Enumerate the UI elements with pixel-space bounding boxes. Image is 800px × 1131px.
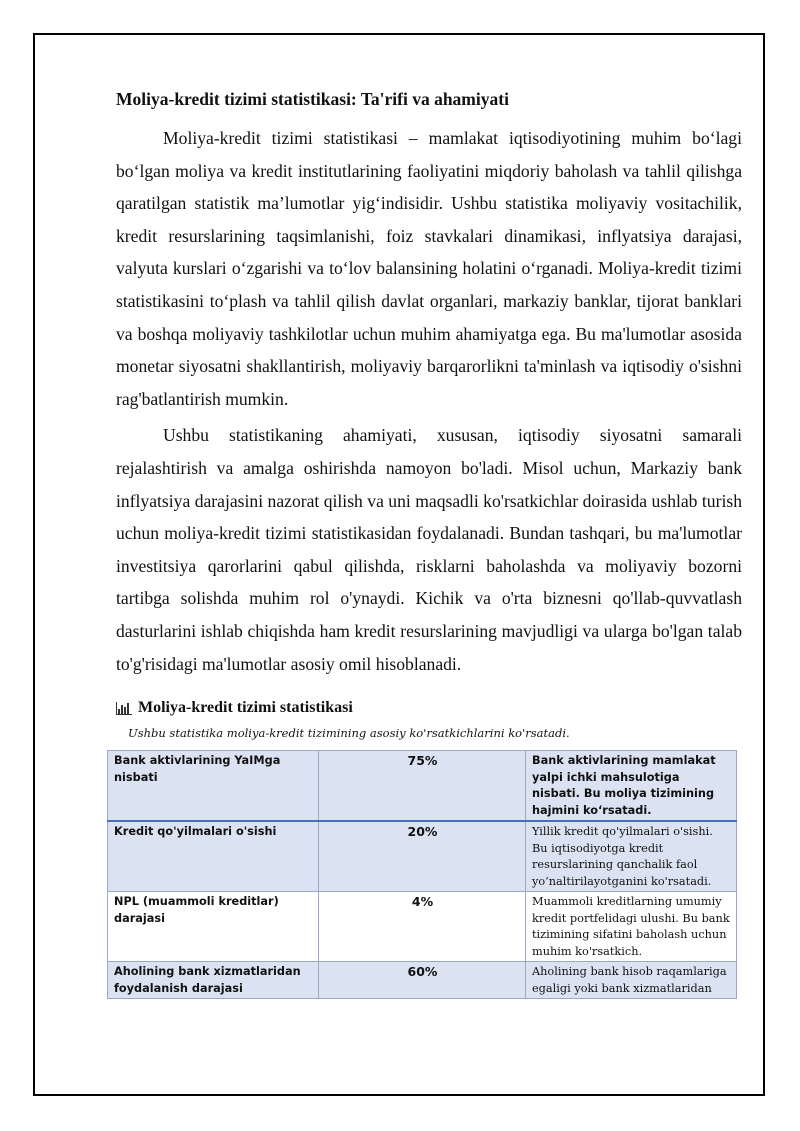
row-indicator-value: 20% [319,821,526,892]
row-indicator-name: Kredit qo'yilmalari o'sishi [108,821,319,892]
row-indicator-description: Yillik kredit qo'yilmalari o'sishi. Bu iqtisodiyotga kredit resurslarining qanchalik faol yoʻnaltirilayotganini ko'rsatadi. [526,821,737,892]
table-row [108,962,737,999]
row-indicator-name: Bank aktivlarining YaIMga nisbati [108,751,319,822]
row-indicator-description: Aholining bank hisob raqamlariga egaligi yoki bank xizmatlaridan [526,962,737,999]
row-indicator-value: 60% [319,962,526,999]
row-indicator-description: Bank aktivlarining mamlakat yalpi ichki mahsulotiga nisbati. Bu moliya tizimining hajmini koʻrsatadi. [526,751,737,822]
section-heading: Moliya-kredit tizimi statistikasi: Ta'rifi va ahamiyati [116,89,509,109]
statistics-table [107,750,737,999]
row-indicator-name: NPL (muammoli kreditlar) darajasi [108,892,319,962]
table-subtitle: Ushbu statistika moliya-kredit tizimining asosiy ko'rsatkichlarini ko'rsatadi. [128,726,570,741]
table-title [116,698,742,718]
table-row [108,821,737,892]
paragraph-definition: Moliya-kredit tizimi statistikasi – mamlakat iqtisodiyotining muhim boʻlagi boʻlgan moliya va kredit institutlarining faoliyatini miqdoriy baholash va tahlil qilishga qaratilgan statistik maʼlumotlar yigʻindisidir. Ushbu statistika moliyaviy vositachilik, kredit resurslarining taqsimlanishi, foiz stavkalari dinamikasi, inflyatsiya darajasi, valyuta kurslari oʻzgarishi va toʻlov balansining holatini oʻrganadi. Moliya-kredit tizimi statistikasini toʻplash va tahlil qilish davlat organlari, markaziy banklar, tijorat banklari va boshqa moliyaviy tashkilotlar uchun muhim ahamiyatga ega. Bu ma'lumotlar asosida monetar siyosatni shakllantirish, moliyaviy barqarorlikni ta'minlash va iqtisodiy o'sishni rag'batlantirish mumkin. [116,128,742,409]
paragraph-importance: Ushbu statistikaning ahamiyati, xususan, iqtisodiy siyosatni samarali rejalashtirish va amalga oshirishda namoyon bo'ladi. Misol uchun, Markaziy bank inflyatsiya darajasini nazorat qilish va uni maqsadli ko'rsatkichlar doirasida ushlab turish uchun moliya-kredit tizimi statistikasidan foydalanadi. Bundan tashqari, bu ma'lumotlar investitsiya qarorlarini qabul qilishda, risklarni baholashda va moliyaviy bozorni tartibga solishda muhim rol o'ynaydi. Kichik va o'rta biznesni qo'llab-quvvatlash dasturlarini ishlab chiqishda ham kredit resurslarining mavjudligi va ularga bo'lgan talab to'g'risidagi ma'lumotlar asosiy omil hisoblanadi. [116,425,742,674]
row-indicator-value: 4% [319,892,526,962]
table-row [108,751,737,822]
document-body [116,86,742,999]
row-indicator-value: 75% [319,751,526,822]
row-indicator-description: Muammoli kreditlarning umumiy kredit portfelidagi ulushi. Bu bank tizimining sifatini baholash uchun muhim ko'rsatkich. [526,892,737,962]
table-title-text: Moliya-kredit tizimi statistikasi [138,699,353,717]
table-row [108,892,737,962]
row-indicator-name: Aholining bank xizmatlaridan foydalanish darajasi [108,962,319,999]
bar-chart-icon [116,702,132,715]
